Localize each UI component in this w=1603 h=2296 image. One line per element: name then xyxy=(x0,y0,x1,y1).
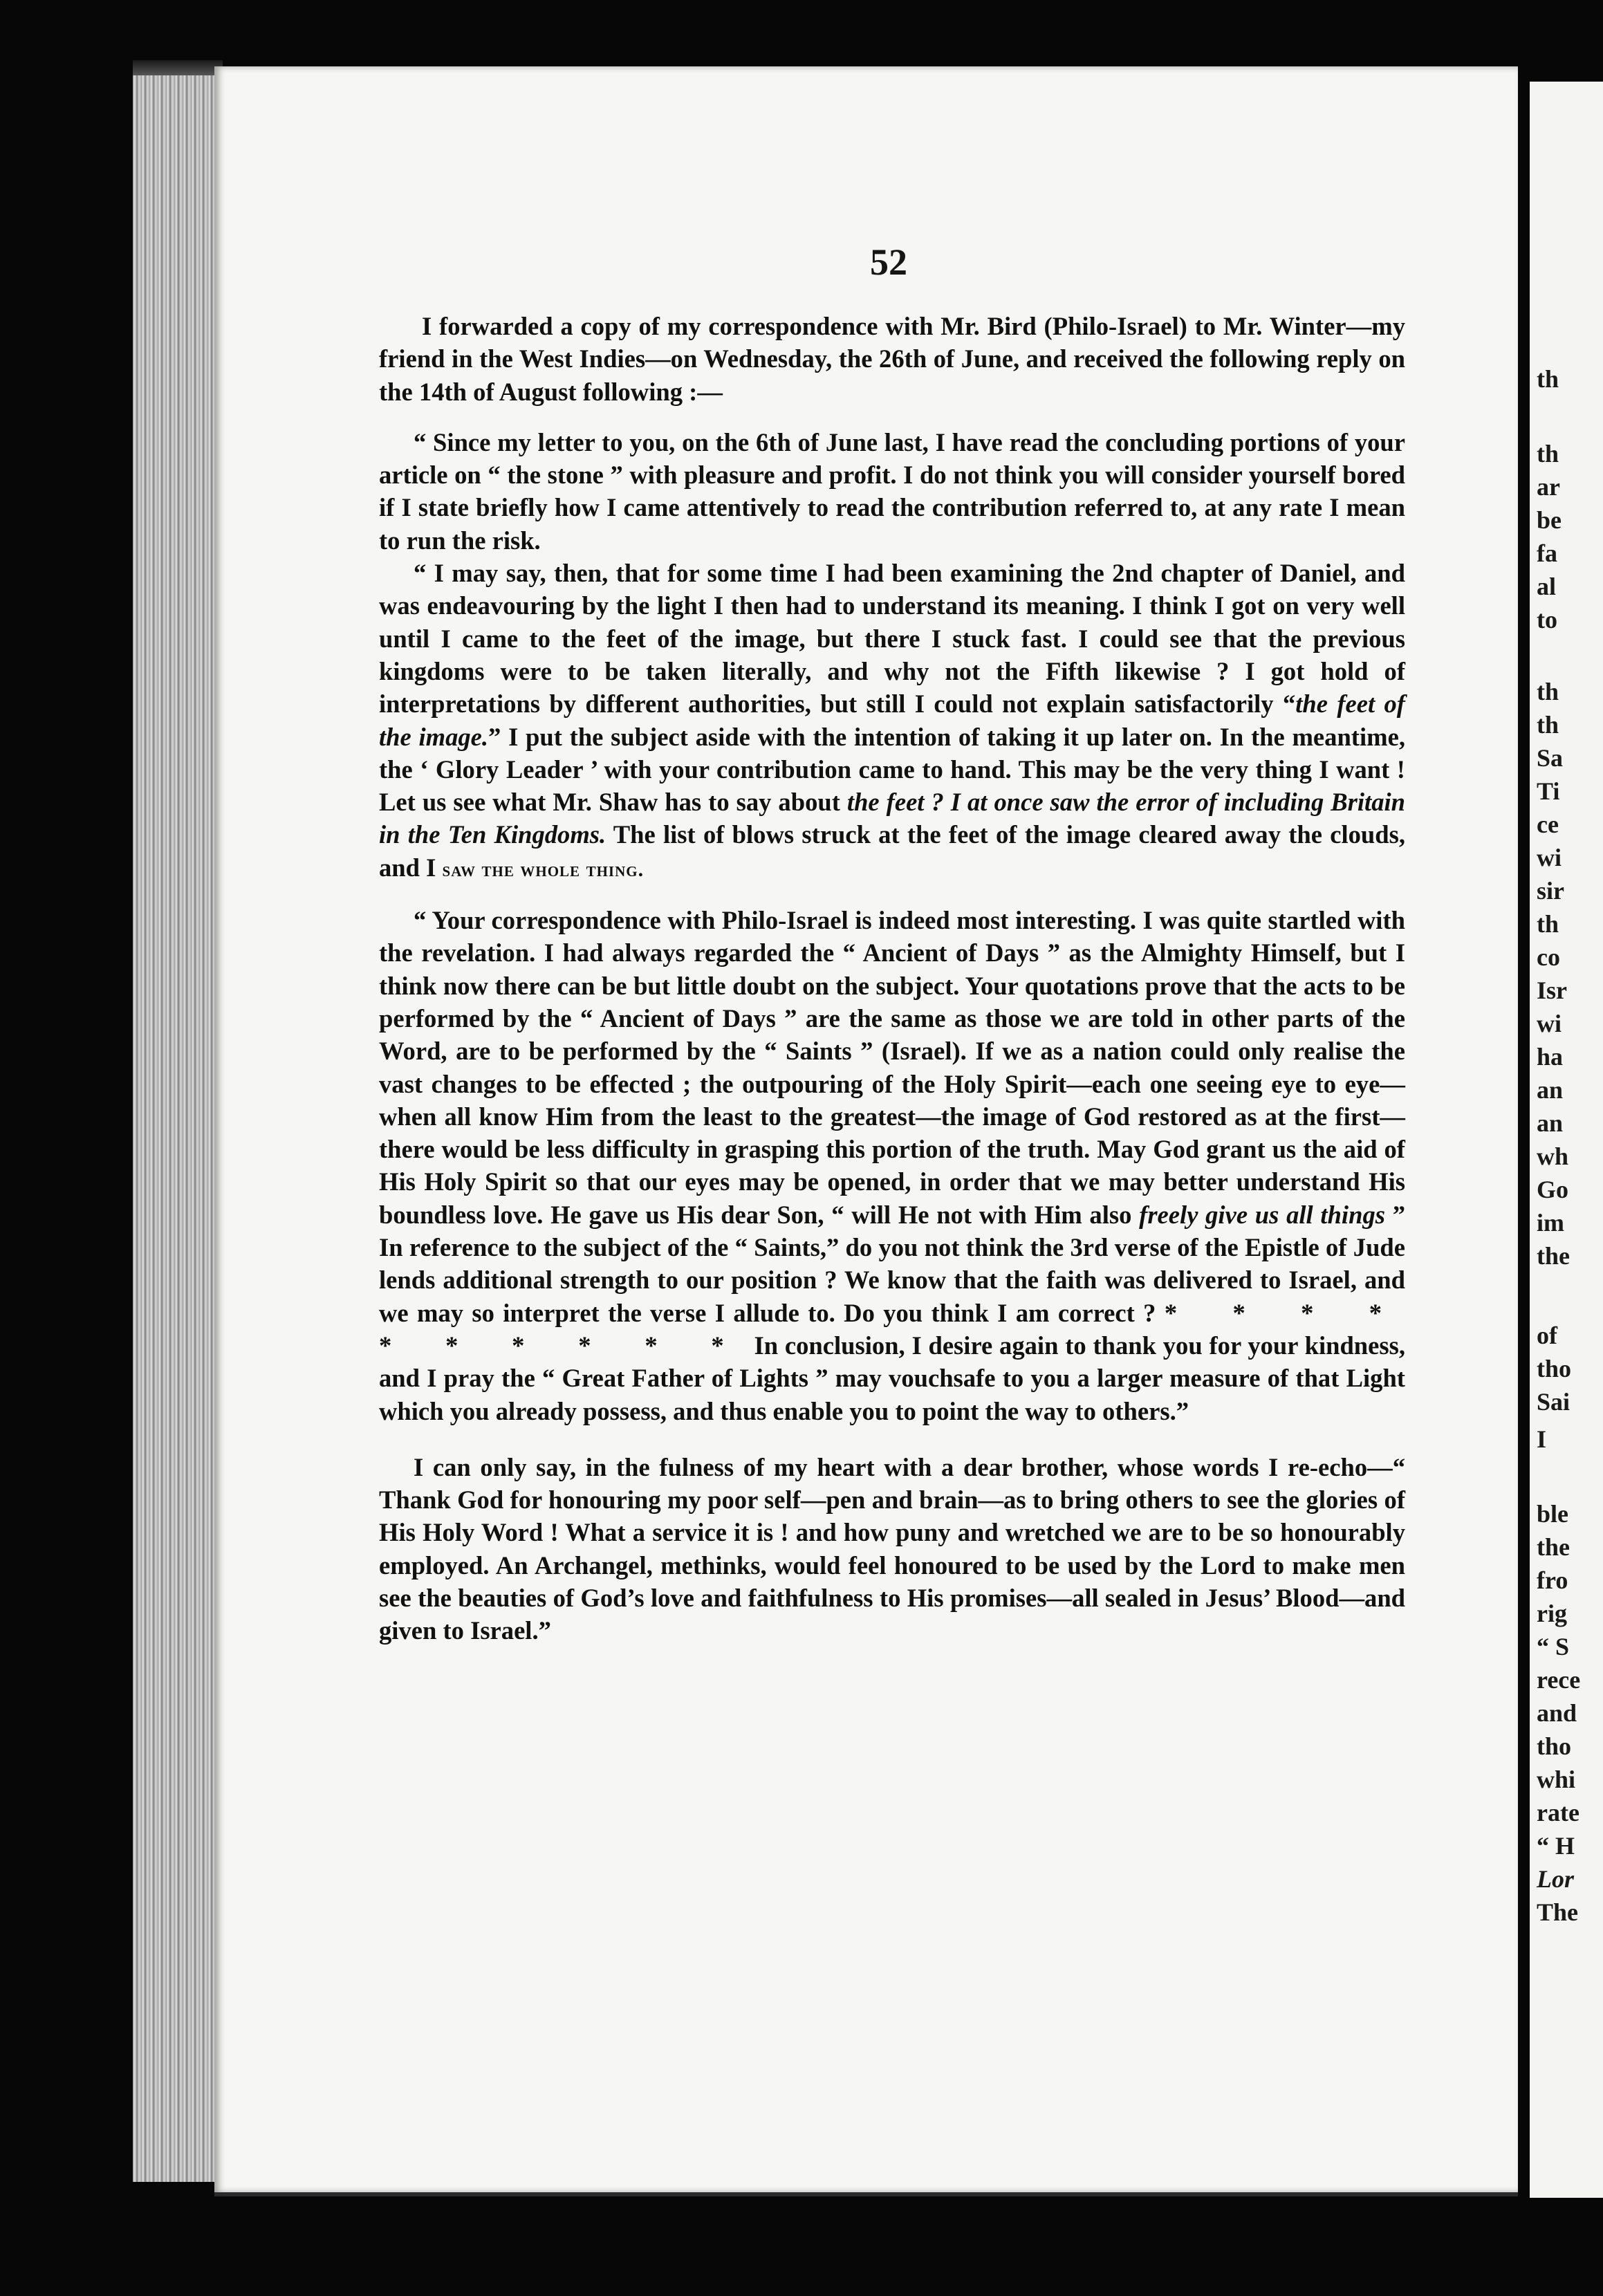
facing-fragment: sir xyxy=(1537,877,1564,905)
facing-fragment: whi xyxy=(1537,1766,1576,1793)
facing-fragment: wh xyxy=(1537,1142,1569,1170)
letter-3-italic: freely give us all things xyxy=(1139,1200,1385,1229)
facing-fragment: rate xyxy=(1537,1799,1579,1826)
facing-fragment: rig xyxy=(1537,1600,1567,1627)
facing-page-edge xyxy=(1530,82,1603,2198)
facing-fragment: th xyxy=(1537,440,1559,467)
facing-fragment: fa xyxy=(1537,539,1557,567)
facing-fragment: ce xyxy=(1537,811,1559,838)
facing-fragment: Lor xyxy=(1537,1865,1574,1893)
facing-fragment: co xyxy=(1537,943,1560,971)
facing-fragment: ar xyxy=(1537,473,1560,501)
page-body xyxy=(379,310,1405,1647)
book-page-edges xyxy=(133,73,223,2182)
facing-fragment: “ H xyxy=(1537,1832,1575,1860)
intro-paragraph: I forwarded a copy of my correspondence with Mr. Bird (Philo-Israel) to Mr. Winter—my friend in the West Indies—on Wednesday, the 26th of June, and received the following reply on the 14th of August following :— xyxy=(379,312,1405,406)
facing-fragment: an xyxy=(1537,1076,1564,1104)
facing-fragment: “ S xyxy=(1537,1633,1570,1660)
facing-fragment: be xyxy=(1537,506,1562,534)
facing-fragment: ble xyxy=(1537,1500,1569,1528)
facing-fragment: th xyxy=(1537,678,1559,705)
letter-2-text-a: “ I may say, then, that for some time I had been examining the 2nd chapter of Daniel, and was endeavouring by the light I then had to understand its meaning. I think I got on very well until I came to the feet of the image, but there I stuck fast. I could see that the previous kingdoms were to be taken literally, and why not the Fifth likewise ? I got hold of interpretations by different authorities, but still I could not explain satisfactorily “ xyxy=(379,559,1405,719)
letter-paragraph-2 xyxy=(379,557,1405,886)
letter-paragraph-3 xyxy=(379,904,1405,1427)
facing-fragment: wi xyxy=(1537,844,1562,871)
facing-fragment: ha xyxy=(1537,1043,1564,1071)
facing-fragment: an xyxy=(1537,1109,1564,1137)
facing-fragment: the xyxy=(1537,1533,1570,1561)
facing-fragment: the xyxy=(1537,1242,1570,1270)
facing-fragment: th xyxy=(1537,365,1559,393)
page-bottom-edge xyxy=(214,2192,1518,2196)
letter-2-italic-2: the feet ? I at once saw the error of including Britain in the Ten Kingdoms. xyxy=(379,788,1406,849)
facing-fragment: tho xyxy=(1537,1732,1572,1760)
facing-fragment: tho xyxy=(1537,1355,1572,1382)
facing-fragment: wi xyxy=(1537,1010,1562,1037)
facing-fragment: I xyxy=(1537,1425,1547,1453)
facing-fragment: to xyxy=(1537,606,1557,633)
letter-3-text-c: In conclusion, I desire again to thank you for your kindness, and I pray the “ Great Father of Lights ” may vouchsafe to you a larger measure of that Light which you already possess, and thus enable you to point the way to others.” xyxy=(379,1331,1405,1425)
closing-paragraph: I can only say, in the fulness of my heart with a dear brother, whose words I re-echo—“ Thank God for honouring my poor self—pen and brain—as to bring others to see the glories of His Holy Word ! What a service it is ! and how puny and wretched we are to be so honourably employed. An Archangel, methinks, would feel honoured to be used by the Lord to make men see the beauties of God’s love and faithfulness to His promises—all sealed in Jesus’ Blood—and given to Israel.” xyxy=(379,1452,1405,1645)
facing-fragment: Isr xyxy=(1537,976,1567,1004)
letter-3-text-b: ” In reference to the subject of the “ Saints,” do you not think the 3rd verse of the Epistle of Jude lends additional strength to our position ? We know that the faith was delivered to Israel, and we may so interpret the verse I allude to. Do you think I am correct ? xyxy=(379,1200,1405,1327)
facing-fragment: Sa xyxy=(1537,744,1564,772)
facing-fragment: th xyxy=(1537,910,1559,938)
letter-2-small-caps: saw the whole thing. xyxy=(442,858,645,881)
letter-2-italic-1: the feet of the image. xyxy=(379,689,1405,751)
facing-fragment: The xyxy=(1537,1898,1579,1926)
facing-fragment: im xyxy=(1537,1209,1564,1237)
page-number: 52 xyxy=(870,241,907,283)
facing-fragment: Sai xyxy=(1537,1388,1570,1416)
letter-2-text-b: ” I put the subject aside with the intention of taking it up later on. In the meantime, the ‘ Glory Leader ’ with your contribution came to hand. This may be the very thing I want ! Let us see what Mr. Shaw has to say about xyxy=(379,722,1405,817)
asterisk-ellipsis: * * * * * * * * * * xyxy=(379,1298,1405,1360)
facing-fragment: of xyxy=(1537,1322,1557,1349)
facing-fragment: al xyxy=(1537,573,1557,600)
facing-fragment: fro xyxy=(1537,1566,1568,1594)
facing-fragment: Ti xyxy=(1537,777,1560,805)
facing-fragment: Go xyxy=(1537,1176,1569,1203)
facing-fragment: rece xyxy=(1537,1666,1581,1694)
letter-2-text-c: The list of blows struck at the feet of the image cleared away the clouds, and I xyxy=(379,820,1406,882)
facing-fragment: and xyxy=(1537,1699,1577,1727)
facing-fragment: th xyxy=(1537,711,1559,739)
letter-paragraph-1: “ Since my letter to you, on the 6th of June last, I have read the concluding portions of your article on “ the stone ” with pleasure and profit. I do not think you will consider yourself bored if I state briefly how I came attentively to read the contribution referred to, at any rate I mean to run the risk. xyxy=(379,427,1405,555)
letter-3-text-a: “ Your correspondence with Philo-Israel is indeed most interesting. I was quite startled with the revelation. I had always regarded the “ Ancient of Days ” as the Almighty Himself, but I think now there can be but little doubt on the subject. Your quotations prove that the acts to be performed by the “ Ancient of Days ” are the same as those we are told in other parts of the Word, are to be performed by the “ Saints ” (Israel). If we as a nation could only realise the vast changes to be effected ; the outpouring of the Holy Spirit—each one seeing eye to eye—when all know Him from the least to the greatest—the image of God restored as at the first—there would be less difficulty in grasping this portion of the truth. May God grant us the aid of His Holy Spirit so that our eyes may be opened, in order that we may better understand His boundless love. He gave us His dear Son, “ will He not with Him also xyxy=(379,906,1405,1229)
